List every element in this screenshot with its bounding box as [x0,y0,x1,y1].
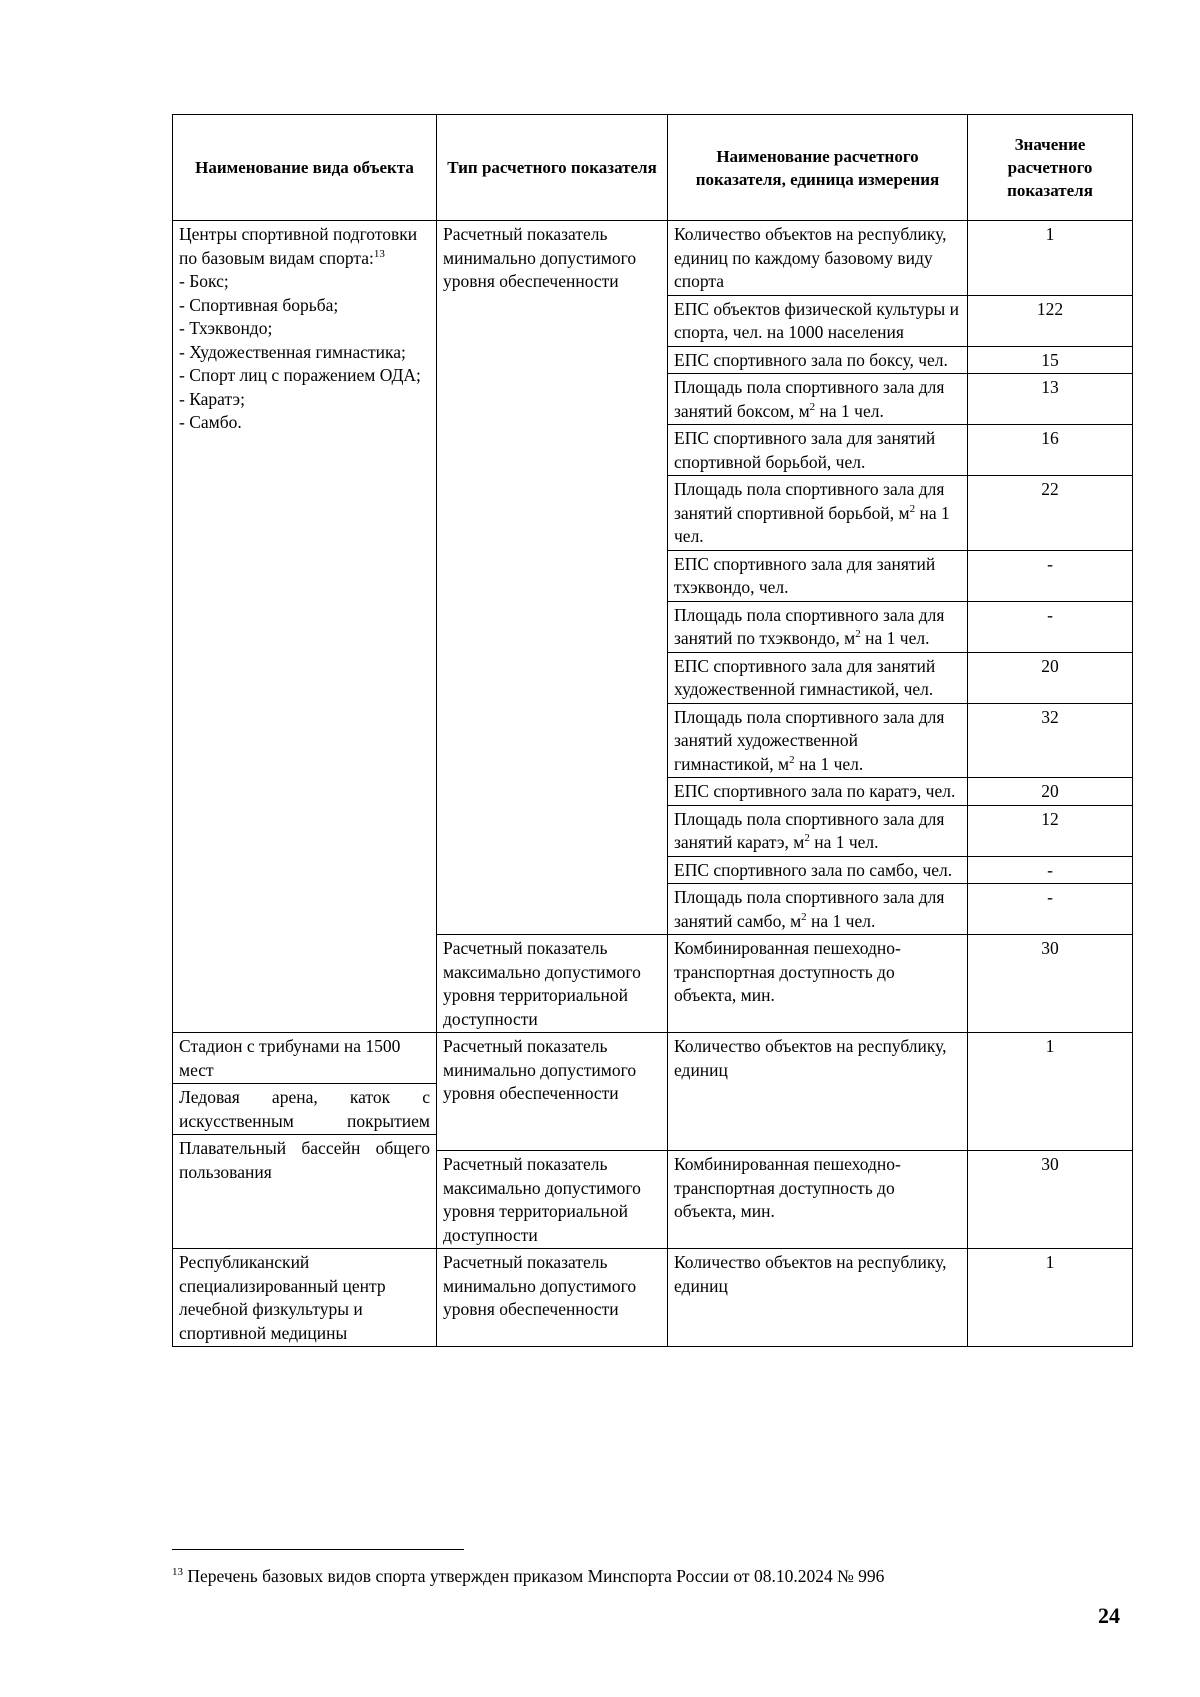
indicator-value: 13 [968,374,1133,425]
unit-exponent: 2 [804,832,810,845]
type-cell-max: Расчетный показатель максимально допустимого уровня территориальной доступности [437,935,668,1033]
footnote [172,1565,884,1587]
object-cell-medicine-center: Республиканский специализированный центр лечебной физкультуры и спортивной медицины [173,1249,437,1347]
indicator-name [668,374,968,425]
indicator-name: Количество объектов на республику, единиц [668,1033,968,1151]
indicator-name [668,884,968,935]
table-row [173,1033,1133,1151]
indicator-name-text: Площадь пола спортивного зала для занятий спортивной борьбой, м [674,479,945,523]
indicator-value: 12 [968,805,1133,856]
table-row [173,1249,1133,1347]
indicator-value: 15 [968,346,1133,374]
indicator-name-text: Площадь пола спортивного зала для занятий художественной гимнастикой, м [674,706,945,774]
object-cell-stack [173,1033,437,1249]
indicator-name: ЕПС спортивного зала по боксу, чел. [668,346,968,374]
header-indicator-value: Значение расчетного показателя [968,115,1133,221]
indicator-value: 20 [968,652,1133,703]
indicator-value: 1 [968,1249,1133,1347]
indicator-value: 1 [968,221,1133,296]
indicator-name [668,601,968,652]
indicator-name: ЕПС объектов физической культуры и спорта, чел. на 1000 населения [668,295,968,346]
object-ice-arena: Ледовая арена, каток с искусственным покрытием [173,1084,436,1135]
list-item: - Тхэквондо; [179,318,273,338]
footnote-number: 13 [172,1566,183,1579]
indicators-table [172,114,1133,1347]
indicator-name: Комбинированная пешеходно-транспортная доступность до объекта, мин. [668,1151,968,1249]
indicator-name-text: Площадь пола спортивного зала для занятий самбо, м [674,887,945,931]
indicator-value: 32 [968,703,1133,778]
indicator-name: ЕПС спортивного зала для занятий тхэквондо, чел. [668,550,968,601]
indicator-value: 22 [968,476,1133,551]
indicator-name: ЕПС спортивного зала для занятий спортивной борьбой, чел. [668,425,968,476]
table-header-row [173,115,1133,221]
indicator-name: ЕПС спортивного зала по самбо, чел. [668,856,968,884]
page-number: 24 [1098,1603,1120,1628]
indicator-value: 122 [968,295,1133,346]
indicator-name [668,805,968,856]
indicator-name-suffix: на 1 чел. [806,910,876,931]
type-cell-min: Расчетный показатель минимально допустимого уровня обеспеченности [437,1033,668,1151]
unit-exponent: 2 [789,753,795,766]
header-indicator-type: Тип расчетного показателя [437,115,668,221]
indicator-name: ЕПС спортивного зала по каратэ, чел. [668,778,968,806]
indicator-value: 30 [968,1151,1133,1249]
indicator-value: 30 [968,935,1133,1033]
indicator-name-text: Площадь пола спортивного зала для занятий каратэ, м [674,808,945,852]
indicator-name-suffix: на 1 чел. [794,753,864,774]
type-cell-min: Расчетный показатель минимально допустимого уровня обеспеченности [437,1249,668,1347]
header-object-type: Наименование вида объекта [173,115,437,221]
unit-exponent: 2 [809,400,816,413]
footnote-divider [172,1549,464,1550]
object-stack [173,1033,436,1185]
list-item: - Каратэ; [179,388,245,409]
indicator-name: ЕПС спортивного зала для занятий художественной гимнастикой, чел. [668,652,968,703]
unit-exponent: 2 [855,628,861,641]
object-pool: Плавательный бассейн общего пользования [179,1138,430,1182]
object-stadium: Стадион с трибунами на 1500 мест [173,1033,436,1084]
indicator-name: Количество объектов на республику, единиц [668,1249,968,1347]
list-item: - Самбо. [179,412,242,432]
indicator-value: - [968,550,1133,601]
indicator-name: Количество объектов на республику, единиц по каждому базовому виду спорта [668,221,968,296]
list-item: - Художественная гимнастика; [179,341,406,362]
indicator-name: Комбинированная пешеходно-транспортная доступность до объекта, мин. [668,935,968,1033]
list-item: - Бокс; [179,271,229,291]
object-cell-sport-centers [173,221,437,1033]
list-item: - Спорт лиц с поражением ОДА; [179,365,421,385]
indicator-name-suffix: на 1 чел. [674,502,950,546]
list-item: - Спортивная борьба; [179,294,339,315]
table-row [173,221,1133,296]
footnote-ref: 13 [373,247,385,260]
indicator-name [668,703,968,778]
indicator-value: 20 [968,778,1133,806]
indicator-name-text: Площадь пола спортивного зала для занятий боксом, м [674,377,945,421]
indicator-value: 16 [968,425,1133,476]
indicator-value: - [968,601,1133,652]
object-pool-wrap [173,1135,436,1185]
indicator-value: - [968,884,1133,935]
indicator-name-text: Площадь пола спортивного зала для занятий по тхэквондо, м [674,604,945,648]
type-cell-max: Расчетный показатель максимально допустимого уровня территориальной доступности [437,1151,668,1249]
indicator-value: - [968,856,1133,884]
header-indicator-name: Наименование расчетного показателя, единица измерения [668,115,968,221]
type-cell-min: Расчетный показатель минимально допустимого уровня обеспеченности [437,221,668,935]
object-title: Центры спортивной подготовки по базовым видам спорта: [179,224,418,268]
indicator-name-suffix: на 1 чел. [809,832,879,852]
indicator-name [668,476,968,551]
indicator-value: 1 [968,1033,1133,1151]
indicator-name-suffix: на 1 чел. [860,628,930,648]
unit-exponent: 2 [909,502,916,515]
footnote-text: Перечень базовых видов спорта утвержден приказом Минспорта России от 08.10.2024 № 996 [183,1566,885,1586]
indicator-name-suffix: на 1 чел. [815,400,884,421]
unit-exponent: 2 [801,910,807,923]
